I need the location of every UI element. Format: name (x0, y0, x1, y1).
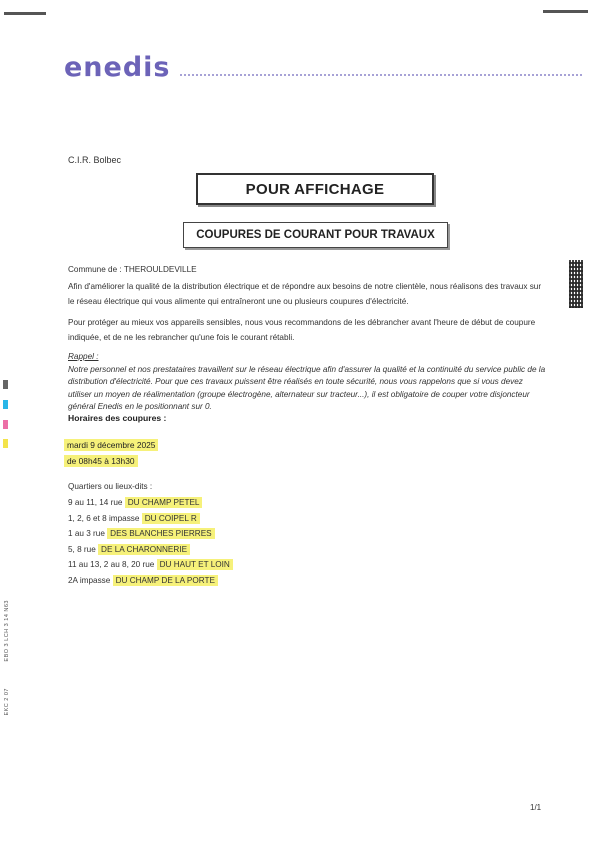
color-swatch-magenta (3, 420, 8, 429)
notice-title: POUR AFFICHAGE (196, 173, 434, 205)
quartiers-list (68, 495, 233, 588)
street-name: DES BLANCHES PIERRES (107, 528, 214, 539)
list-item: 9 au 11, 14 rue DU CHAMP PETEL (68, 495, 233, 511)
commune: Commune de : THEROULDEVILLE (68, 265, 197, 274)
rappel-block (68, 351, 548, 414)
notice-subtitle: COUPURES DE COURANT POUR TRAVAUX (183, 222, 448, 248)
quartiers-heading: Quartiers ou lieux-dits : (68, 482, 153, 491)
list-item: 1 au 3 rue DES BLANCHES PIERRES (68, 526, 233, 542)
street-name: DU HAUT ET LOIN (157, 559, 233, 570)
list-item: 2A impasse DU CHAMP DE LA PORTE (68, 573, 233, 589)
color-swatch-cyan (3, 400, 8, 409)
list-item: 5, 8 rue DE LA CHARONNERIE (68, 542, 233, 558)
schedule-hours: de 08h45 à 13h30 (64, 455, 138, 467)
street-name: DE LA CHARONNERIE (98, 544, 190, 555)
side-code-short: EKC 2 07 (4, 688, 10, 716)
color-swatch-yellow (3, 439, 8, 448)
rappel-label: Rappel : (68, 352, 99, 361)
rappel-text: Notre personnel et nos prestataires travaillent sur le réseau électrique afin d'assurer la qualité et la continuité du service public de la distribution d'électricité. Pour que ces travaux puissent être réalisés en toute sécurité, nous vous rappelons que si vous devez utiliser un moyen de réalimentation (groupe électrogène, alternateur sur tracteur...), il est obligatoire de couper votre disjoncteur général Enedis en le positionnant sur 0. (68, 364, 546, 411)
paragraph-protection: Pour protéger au mieux vos appareils sensibles, nous vous recommandons de les débrancher avant l'heure de début de coupure indiquée, et de ne les rebrancher qu'une fois le courant rétabli. (68, 318, 536, 342)
color-swatch-black (3, 380, 8, 389)
enedis-logo: enedis (64, 52, 171, 83)
list-item: 1, 2, 6 et 8 impasse DU COIPEL R (68, 511, 233, 527)
street-name: DU CHAMP DE LA PORTE (113, 575, 218, 586)
qr-code (569, 260, 583, 308)
sender: C.I.R. Bolbec (68, 155, 122, 165)
scan-mark-left (4, 12, 46, 15)
scan-mark-right (543, 10, 588, 13)
logo-rule (180, 74, 582, 76)
page-number: 1/1 (530, 803, 542, 812)
paragraph-intro: Afin d'améliorer la qualité de la distribution électrique et de répondre aux besoins de notre clientèle, nous réalisons des travaux sur le réseau électrique qui vous alimente qui entraîneront une ou plusieurs coupures d'électricité. (68, 282, 542, 306)
side-code: EBO 3 LCH 3 14 N63 (4, 600, 10, 662)
list-item: 11 au 13, 2 au 8, 20 rue DU HAUT ET LOIN (68, 557, 233, 573)
street-name: DU CHAMP PETEL (125, 497, 203, 508)
horaires-heading: Horaires des coupures : (68, 413, 167, 423)
street-name: DU COIPEL R (142, 513, 200, 524)
schedule-block (64, 437, 158, 469)
schedule-date: mardi 9 décembre 2025 (64, 439, 158, 451)
